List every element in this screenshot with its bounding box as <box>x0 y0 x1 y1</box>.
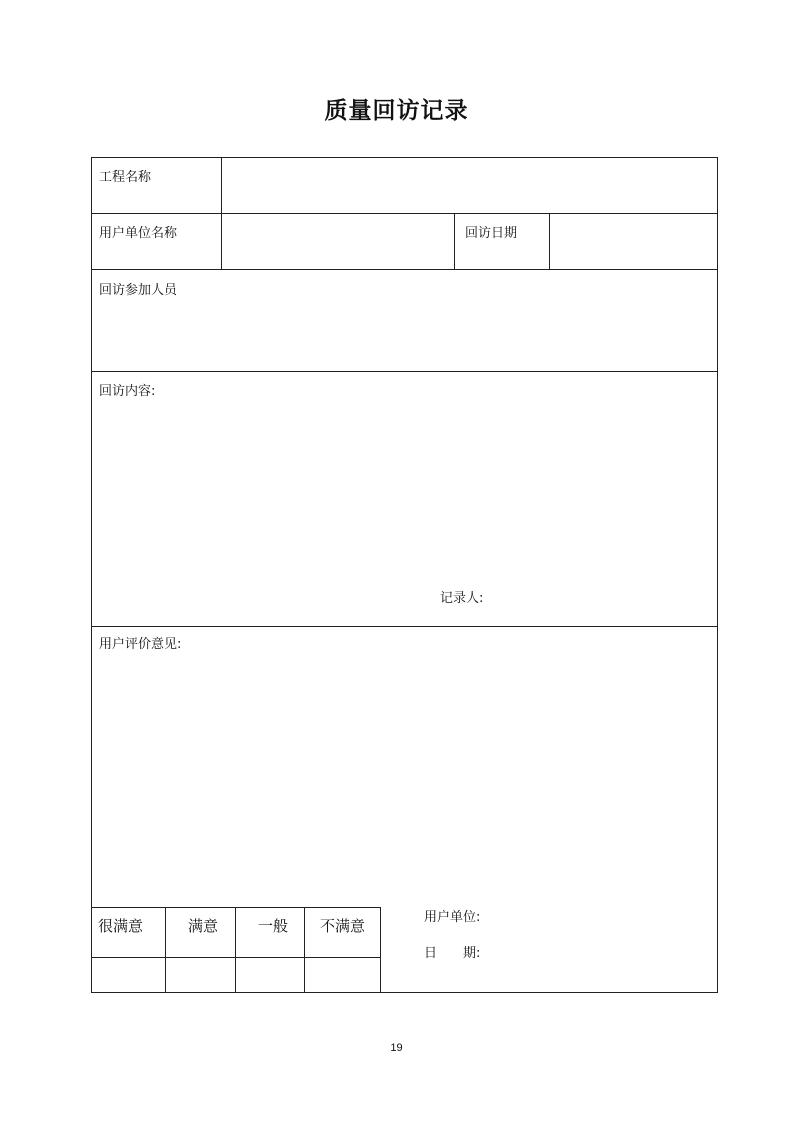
client-unit-label: 用户单位名称 <box>99 226 178 241</box>
visit-date-field[interactable] <box>550 214 717 269</box>
row-divider <box>91 371 718 372</box>
row-divider <box>91 626 718 627</box>
rating-very-satisfied: 很满意 <box>98 917 144 935</box>
rating-column-divider <box>380 907 381 993</box>
rating-top-line <box>91 907 381 908</box>
column-divider <box>454 213 455 270</box>
client-unit-field[interactable] <box>222 214 454 269</box>
signature-unit-label: 用户单位: <box>424 910 481 925</box>
rating-unsatisfied-box[interactable] <box>305 958 380 992</box>
project-name-field[interactable] <box>222 158 717 213</box>
participants-label: 回访参加人员 <box>99 283 178 298</box>
rating-unsatisfied: 不满意 <box>320 917 366 935</box>
table-border-bottom <box>91 992 718 993</box>
page-title: 质量回访记录 <box>324 98 469 124</box>
rating-satisfied-box[interactable] <box>166 958 235 992</box>
evaluation-field[interactable] <box>92 657 717 905</box>
project-name-label: 工程名称 <box>99 170 152 185</box>
recorder-label: 记录人: <box>440 591 484 606</box>
row-divider <box>91 269 718 270</box>
visit-content-field[interactable] <box>92 405 717 585</box>
page-number: 19 <box>390 1042 403 1054</box>
visit-date-label: 回访日期 <box>465 226 518 241</box>
rating-average: 一般 <box>258 917 289 935</box>
visit-content-label: 回访内容: <box>99 384 156 399</box>
rating-satisfied: 满意 <box>188 917 219 935</box>
rating-average-box[interactable] <box>236 958 304 992</box>
participants-field[interactable] <box>92 302 717 371</box>
rating-very-satisfied-box[interactable] <box>92 958 165 992</box>
signature-date-label: 日 期: <box>424 946 481 961</box>
evaluation-label: 用户评价意见: <box>99 637 182 652</box>
visit-record-form <box>91 157 718 993</box>
table-border-right <box>717 157 718 993</box>
